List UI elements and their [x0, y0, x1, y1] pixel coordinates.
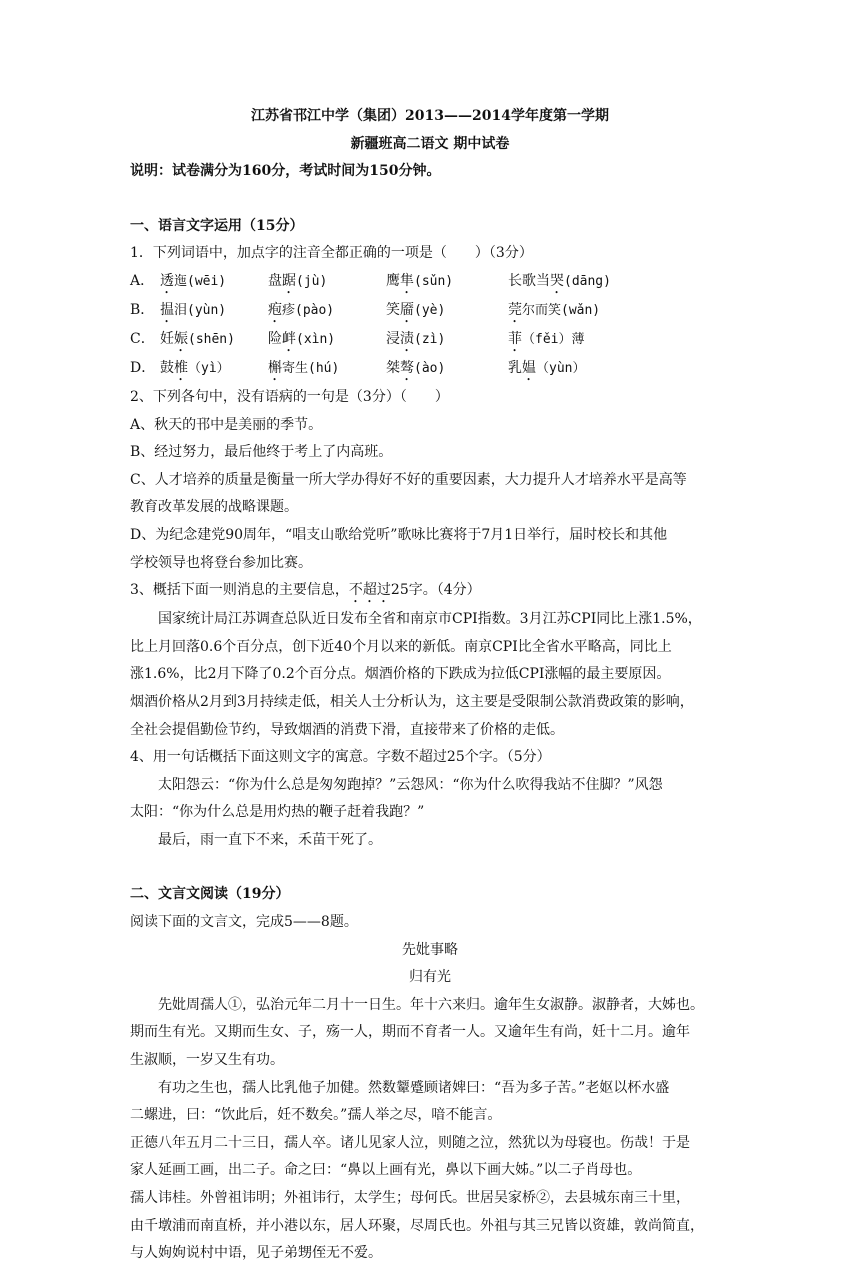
essay-line: 有功之生也，孺人比乳他子加健。然数颦蹙顾诸婢曰：“吾为多子苦。”老妪以杯水盛	[158, 1079, 670, 1096]
essay-line: 正德八年五月二十三日，孺人卒。诸儿见家人泣，则随之泣，然犹以为母寝也。伤哉！于是	[130, 1134, 690, 1151]
q1-option-d	[130, 355, 730, 384]
exam-note: 说明：试卷满分为160分，考试时间为150分钟。	[130, 163, 441, 180]
exam-subtitle: 新疆班高二语文 期中试卷	[350, 135, 510, 152]
q4-passage-line: 最后，雨一直下不来，禾苗干死了。	[158, 831, 382, 848]
option-item: 菲（fěi）薄	[508, 330, 585, 347]
option-item: 莞尔而笑(wǎn)	[508, 301, 601, 318]
q2-option-c-cont: 教育改革发展的战略课题。	[130, 499, 298, 516]
essay-author: 归有光	[409, 969, 451, 986]
essay-line: 生淑顺，一岁又生有功。	[130, 1052, 284, 1069]
essay-line: 家人延画工画，出二子。命之曰：“鼻以上画有光，鼻以下画大姊。”以二子肖母也。	[130, 1162, 642, 1179]
essay-line: 由千墩浦而南直桥，并小港以东，居人环聚，尽周氏也。外祖与其三兄皆以资雄，敦尚简直，	[130, 1217, 704, 1234]
exam-title: 江苏省邗江中学（集团）2013——2014学年度第一学期	[251, 108, 609, 124]
section2-heading: 二、文言文阅读（19分）	[130, 886, 290, 903]
essay-line: 期而生有光。又期而生女、子，殇一人，期而不育者一人。又逾年生有尚，妊十二月。逾年	[130, 1024, 690, 1041]
q2-option-b: B、经过努力，最后他终于考上了内高班。	[130, 444, 393, 461]
q3-passage-line: 全社会提倡勤俭节约，导致烟酒的消费下滑，直接带来了价格的走低。	[130, 721, 564, 738]
essay-title: 先妣事略	[402, 941, 458, 958]
option-item: 笑靥(yè)	[386, 301, 446, 318]
q2-stem: 2、下列各句中，没有语病的一句是（3分）（ ）	[130, 388, 449, 405]
option-label: D．	[130, 359, 156, 376]
q1-stem: 1．下列词语中，加点字的注音全都正确的一项是（ ）（3分）	[130, 245, 533, 262]
option-item: 疱疹(pào)	[268, 301, 335, 318]
option-item: 乳媪（yùn）	[508, 359, 586, 376]
q4-stem: 4、用一句话概括下面这则文字的寓意。字数不超过25个字。（5分）	[130, 749, 551, 766]
emphasis-text: 不超过	[348, 582, 391, 599]
q2-option-d-cont: 学校领导也将登台参加比赛。	[130, 554, 312, 571]
section1-heading: 一、语言文字运用（15分）	[130, 217, 304, 234]
option-item: 险衅(xìn)	[268, 330, 336, 347]
option-label: A．	[130, 272, 155, 289]
option-item: 妊娠(shēn)	[160, 330, 235, 347]
q4-passage-line: 太阳怨云：“你为什么总是匆匆跑掉？”云怨风：“你为什么吹得我站不住脚？”风怨	[158, 776, 663, 793]
q3-passage-line: 比上月回落0.6个百分点，创下近40个月以来的新低。南京CPI比全省水平略高，同比上	[130, 638, 672, 655]
section2-intro: 阅读下面的文言文，完成5——8题。	[130, 914, 358, 931]
q2-option-c: C、人才培养的质量是衡量一所大学办得好不好的重要因素，大力提升人才培养水平是高等	[130, 471, 687, 488]
q1-option-a	[130, 268, 730, 297]
q1-option-b	[130, 297, 730, 326]
q3-passage-line: 烟酒价格从2月到3月持续走低，相关人士分析认为，这主要是受限制公款消费政策的影响，	[130, 693, 694, 710]
option-item: 桀骜(ào)	[386, 359, 446, 376]
q2-option-d: D、为纪念建党90周年，“唱支山歌给党听”歌咏比赛将于7月1日举行，届时校长和其他	[130, 526, 668, 543]
option-item: 透迤(wēi)	[160, 272, 227, 289]
option-item: 揾泪(yùn)	[160, 301, 227, 318]
option-label: C．	[130, 330, 155, 347]
q3-passage-line: 涨1.6%，比2月下降了0.2个百分点。烟酒价格的下跌成为拉低CPI涨幅的最主要原因。	[130, 666, 671, 683]
essay-line: 孺人讳桂。外曾祖讳明；外祖讳行，太学生；母何氏。世居吴家桥②，去县城东南三十里，	[130, 1190, 690, 1206]
option-item: 浸渍(zì)	[386, 330, 446, 347]
q3-passage-line: 国家统计局江苏调查总队近日发布全省和南京市CPI指数。3月江苏CPI同比上涨1.5%，	[158, 611, 702, 628]
option-item: 长歌当哭(dāng)	[508, 272, 611, 289]
option-item: 盘踞(jù)	[268, 272, 328, 289]
option-item: 槲寄生(hú)	[268, 359, 340, 376]
q3-stem: 3、概括下面一则消息的主要信息，不超过25字。（4分）	[130, 582, 481, 599]
essay-line: 二螺进，曰：“饮此后，妊不数矣。”孺人举之尽，喑不能言。	[130, 1107, 502, 1124]
q2-option-a: A、秋天的邗中是美丽的季节。	[130, 416, 323, 433]
q1-option-c	[130, 326, 730, 355]
essay-line: 与人姁姁说村中语，见子弟甥侄无不爱。	[130, 1245, 382, 1262]
option-item: 鹰隼(sǔn)	[386, 272, 454, 289]
essay-line: 先妣周孺人①，弘治元年二月十一日生。年十六来归。逾年生女淑静。淑静者，大姊也。	[158, 996, 704, 1013]
option-label: B．	[130, 301, 155, 318]
option-item: 鼓椎（yì）	[160, 359, 230, 376]
spacer	[130, 854, 730, 881]
document-body	[130, 103, 730, 1268]
spacer	[130, 186, 730, 213]
q4-passage-line: 太阳：“你为什么总是用灼热的鞭子赶着我跑？”	[130, 804, 425, 821]
